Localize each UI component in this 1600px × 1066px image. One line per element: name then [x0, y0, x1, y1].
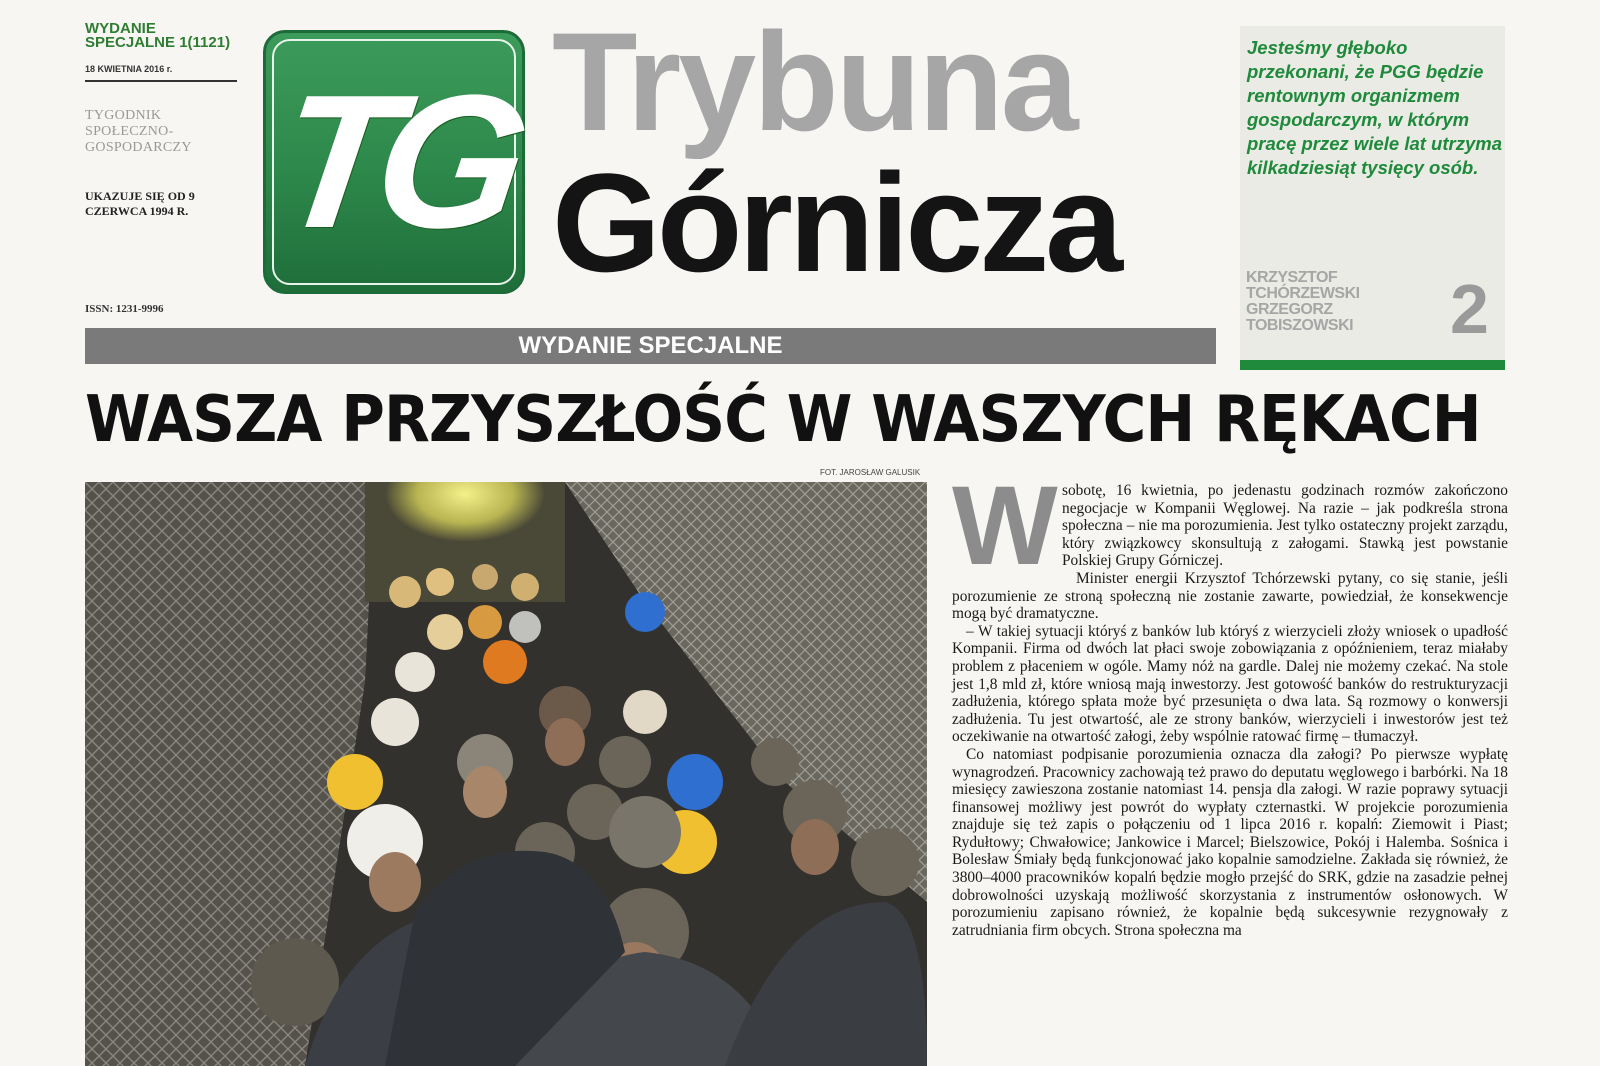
- masthead-title-bottom: Górnicza: [552, 144, 1120, 301]
- edition-divider: [85, 80, 237, 82]
- edition-label: [85, 22, 235, 50]
- tg-logo: [263, 30, 525, 294]
- logo-text: TG: [265, 56, 523, 268]
- miners-photo: [85, 482, 927, 1066]
- edition-number: 1(1121): [179, 34, 231, 51]
- article-dropcap: W: [952, 463, 1058, 588]
- article-body: [952, 482, 1508, 939]
- quote-authors: KRZYSZTOF TCHÓRZEWSKI GRZEGORZ TOBISZOWSKI: [1246, 269, 1360, 334]
- edition-date: 18 KWIETNIA 2016 r.: [85, 64, 173, 74]
- weekly-label: TYGODNIK SPOŁECZNO-GOSPODARCZY: [85, 108, 192, 155]
- article-paragraph: Minister energii Krzysztof Tchórzewski pytany, co się stanie, jeśli porozumienie ze stroną społeczną nie zostanie zawarte, powiedział, że konsekwencje mogą być dramatyczne.: [952, 569, 1508, 623]
- article-paragraph: Co natomiast podpisanie porozumienia oznacza dla załogi? Po pierwsze wypłatę wynagrodzeń. Pracownicy zachowają też prawo do deputatu węglowego i barbórki. Na 18 miesięcy zawieszona zostanie natomiast 14. pensja dla załogi. W razie poprawy sytuacji finansowej możliwy jest powrót do wypłaty czternastki. W projekcie porozumienia znajduje się też zapis o połączeniu od 1 lipca 2016 r. kopalń: Ziemowit i Piast; Rydułtowy; Chwałowice; Jankowice i Marcel; Bielszowice, Pokój i Halemba. Sośnica i Bolesław Śmiały będą funkcjonować jako kopalnie samodzielne. Zakłada się również, że 3800–4000 pracowników kopalń będzie mogło przejść do SRK, gdzie na zasadzie pełnej dobrowolności uzyskają możliwość skorzystania z instrumentów osłonowych. W porozumieniu zapisano również, że kopalnie będą sukcesywnie rezygnowały z zatrudniania firm obcych. Strona społeczna ma: [952, 745, 1509, 939]
- headline: WASZA PRZYSZŁOŚĆ W WASZYCH RĘKACH: [85, 383, 1481, 457]
- special-edition-band: [85, 328, 1216, 364]
- masthead-title-top: Trybuna: [552, 3, 1076, 160]
- article-paragraph: – W takiej sytuacji któryś z banków lub któryś z wierzycieli złoży wniosek o upadłość Kompanii. Firma od dwóch lat płaci swoje zobowiązania z opóźnieniem, teraz miałaby problem z płaceniem w ogóle. Mamy nóż na gardle. Dalej nie możemy czekać. Na stole jest 1,8 mld zł, które wniosą mają inwestorzy. Jest gotowość banków do restrukturyzacji zadłużenia, którego spłata może być przesunięta o dwa lata. Są rozmowy o konwersji zadłużenia. Tu jest otwartość, ale ze strony banków, wierzycieli i inwestorów jest też oczekiwanie na otwartość załogi, żeby wspólnie ratować firmę – tłumaczył.: [952, 622, 1508, 746]
- edition-label-text: WYDANIE SPECJALNE: [85, 20, 176, 51]
- photo-credit: FOT. JAROSŁAW GALUSIK: [820, 468, 921, 477]
- quote-accent-bar: [1240, 360, 1505, 370]
- quote-text: Jesteśmy głęboko przekonani, że PGG będzie rentownym organizmem gospodarczym, w którym pracę przez wiele lat utrzyma kilkadziesiąt tysięcy osób.: [1247, 37, 1502, 178]
- quote-page-number: 2: [1450, 270, 1489, 348]
- special-edition-label: WYDANIE SPECJALNE: [518, 332, 783, 359]
- miners-photo-illustration: [85, 482, 927, 1066]
- dropcap-spacer: [952, 482, 1062, 578]
- article-paragraph: sobotę, 16 kwietnia, po jedenastu godzinach rozmów zakończono negocjacje w Kompanii Węglowej. Na razie – jak podkreśla strona społeczna – nie ma porozumienia. Jest tylko ostateczny projekt zarządu, który związkowcy skonsultują z załogami. Stawką jest powstanie Polskiej Grupy Górniczej.: [1062, 482, 1508, 570]
- issn-label: ISSN: 1231-9996: [85, 303, 164, 315]
- since-label: UKAZUJE SIĘ OD 9 CZERWCA 1994 R.: [85, 189, 195, 218]
